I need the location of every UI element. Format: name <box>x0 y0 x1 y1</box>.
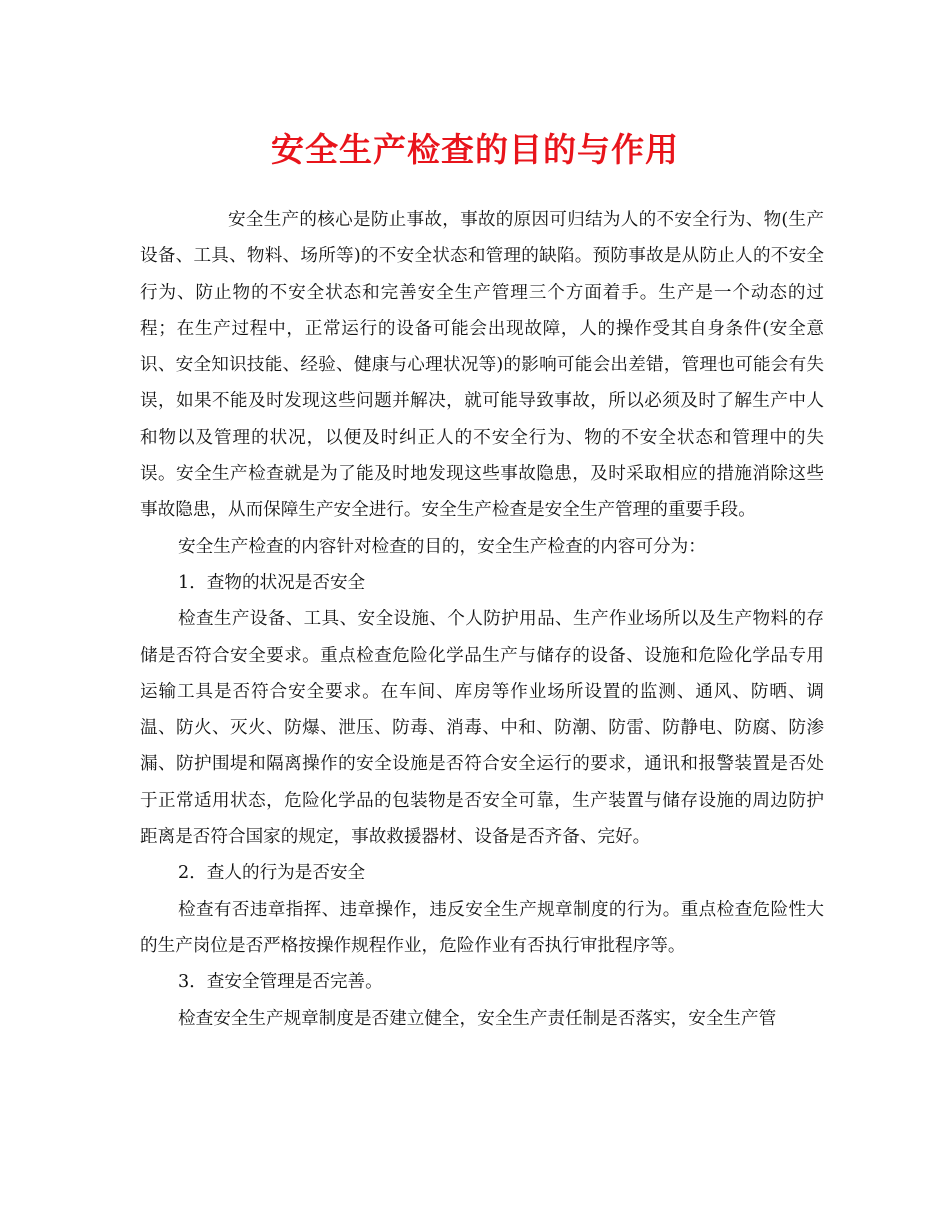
paragraph-section-2: 检查有否违章指挥、违章操作，违反安全生产规章制度的行为。重点检查危险性大的生产岗位是否严格按操作规程作业，危险作业有否执行审批程序等。 <box>140 899 824 956</box>
paragraph-section-1: 检查生产设备、工具、安全设施、个人防护用品、生产作业场所以及生产物料的存储是否符合安全要求。重点检查危险化学品生产与储存的设备、设施和危险化学品专用运输工具是否符合安全要求。在车间、库房等作业场所设置的监测、通风、防晒、调温、防火、灭火、防爆、泄压、防毒、消毒、中和、防潮、防雷、防静电、防腐、防渗漏、防护围堤和隔离操作的安全设施是否符合安全运行的要求，通讯和报警装置是否处于正常适用状态，危险化学品的包装物是否安全可靠，生产装置与储存设施的周边防护距离是否符合国家的规定，事故救援器材、设备是否齐备、完好。 <box>140 609 824 848</box>
paragraph-intro: 安全生产的核心是防止事故，事故的原因可归结为人的不安全行为、物(生产设备、工具、物料、场所等)的不安全状态和管理的缺陷。预防事故是从防止人的不安全行为、防止物的不安全状态和完善安全生产管理三个方面着手。生产是一个动态的过程；在生产过程中，正常运行的设备可能会出现故障，人的操作受其自身条件(安全意识、安全知识技能、经验、健康与心理状况等)的影响可能会出差错，管理也可能会有失误，如果不能及时发现这些问题并解决，就可能导致事故，所以必须及时了解生产中人和物以及管理的状况，以便及时纠正人的不安全行为、物的不安全状态和管理中的失误。安全生产检查就是为了能及时地发现这些事故隐患，及时采取相应的措施消除这些事故隐患，从而保障生产安全进行。安全生产检查是安全生产管理的重要手段。 <box>140 210 824 521</box>
paragraph-content-intro: 安全生产检查的内容针对检查的目的，安全生产检查的内容可分为： <box>178 536 706 557</box>
section-heading-3: 3．查安全管理是否完善。 <box>178 972 383 993</box>
section-heading-1: 1．查物的状况是否安全 <box>178 572 366 593</box>
document-body <box>140 202 824 1037</box>
section-heading-2: 2．查人的行为是否安全 <box>178 863 366 884</box>
paragraph-section-3: 检查安全生产规章制度是否建立健全，安全生产责任制是否落实，安全生产管 <box>178 1008 777 1029</box>
document-title: 安全生产检查的目的与作用 <box>271 130 679 169</box>
